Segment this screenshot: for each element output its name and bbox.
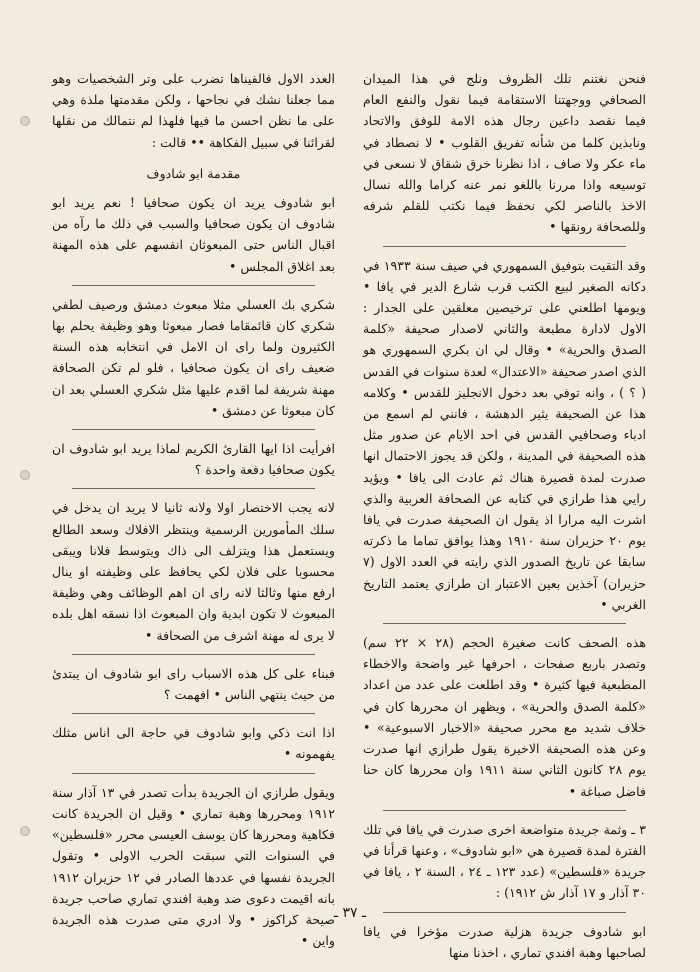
paragraph: ابو شادوف جريدة هزلية صدرت مؤخرا في يافا لصاحبها وهبة افندي تماري ، اخذنا منها	[363, 923, 646, 960]
page-number: ـ ٣٧ ـ	[333, 905, 367, 921]
section-heading: مقدمة ابو شادوف	[146, 165, 241, 181]
divider	[383, 623, 626, 624]
paragraph: فبناء على كل هذه الاسباب راى ابو شادوف ان يبتدئ من حيث ينتهي الناس • افهمت ؟	[52, 665, 335, 703]
divider	[383, 810, 626, 811]
divider	[72, 488, 315, 489]
binding-hole	[20, 116, 30, 126]
divider	[72, 285, 315, 286]
paragraph: لانه يجب الاختصار اولا ولانه ثانيا لا يريد ان يدخل في سلك المأمورين الرسمية وينتظر الافلاك وسعد الطالع ويستعمل هذا ويتزلف الى ذاك ويتوسط فلانا ويبقى محسوبا على فلان لكي يحافظ على وظيفته او ينال ارفع منها وثالثا لانه راى ان اهم الوظائف وهي وظيفة المبعوث لا تكون ابدية وان المبعوث اذا نسقه اهل بلده لا يرى له مهنة اشرف من الصحافة •	[52, 500, 335, 643]
binding-hole	[20, 470, 30, 480]
paragraph: ٣ ـ وثمة جريدة متواضعة اخرى صدرت في يافا في تلك الفترة لمدة قصيرة هي «ابو شادوف» ، وعنها قرأنا في جريدة «فلسطين» (عدد ١٢٣ ـ ٢٤ ، السنة ٢ ، يافا في ٣٠ آذار و ١٧ آذار ش ١٩١٢) :	[363, 821, 646, 901]
divider	[72, 773, 315, 774]
paragraph: اذا انت ذكي وابو شادوف في حاجة الى اناس مثلك يفهمونه •	[52, 725, 335, 762]
divider	[72, 654, 315, 655]
left-column	[52, 68, 335, 949]
divider	[72, 429, 315, 430]
paragraph: وقد التقيت بتوفيق السمهوري في صيف سنة ١٩٣٣ في دكانه الصغير لبيع الكتب قرب شارع الدير في يافا • ويومها اطلعني على ترخيصين معلقين على الجدار : الاول لادارة مطبعة والثاني لاصدار صحيفة «كلمة الصدق والحرية» • وقال لي ان بكري السمهوري هو الذي اصدر صحيفة «الاعتدال» لعدة سنوات في القدس ( ؟ ) ، وانه توفي بعد دخول الانجليز للقدس • وكلامه هذا عن الصحيفة يثير الدهشة ، فانني لم اسمع من ادباء وصحافيي القدس في احد الايام عن صدور مثل هذه الصحيفة في المدينة ، ولكن قد يجوز الاحتمال انها صدرت لمدة قصيرة هناك ثم عادت الى يافا • ويؤيد رايي هذا طرازي في كتابه عن الصحافة العربية والذي اشرت اليه مرارا اذ يقول ان الصحيفة صدرت في يافا يوم ٢٠ حزيران سنة ١٩١٠ وهذا يوافق تماما ما ذكرته سابقا عن تاريخ الصدور الذي رايته في العدد الاول (٧ حزيران) آخذين بعين الاعتبار ان طرازي يعتمد التاريخ الغربي •	[363, 257, 647, 612]
paragraph: افرأيت اذا ايها القارئ الكريم لماذا يريد ابو شادوف ان يكون صحافيا دفعة واحدة ؟	[52, 441, 335, 478]
right-column	[363, 68, 647, 960]
paragraph: العدد الاول فالفيناها تضرب على وتر الشخصيات وهو مما جعلنا نشك في نجاحها ، ولكن مقدمتها ملذة وهي على ما نظن احسن ما فيها فلهذا لم نتمالك من نقلها لقرائنا في سبيل الفكاهة •• قالت :	[52, 71, 335, 150]
paragraph: فنحن نغتنم تلك الظروف ونلج في هذا الميدان الصحافي ووجهتنا الاستقامة فيما نقول والنفع العام فيما نقصد داعين رجال هذه الامة للوفق والاتحاد ونابذين كلما من شأنه تفريق القلوب • لا نصطاد في ماء عكر ولا صاف ، اذا نظرنا خرق شقاق لا نسعى في توسيعه واذا مررنا باللغو نمر عنه كراما والله نسال الاخذ بالناصر لكي نحفظ فيما نكتب للقلم شرفه وللصحافة رونقها •	[363, 71, 646, 235]
paragraph: هذه الصحف كانت صغيرة الحجم (٢٨ × ٢٢ سم) وتصدر باربع صفحات ، احرفها غير واضحة والاخطاء المطبعية فيها كثيرة • وقد اطلعت على عدد من اعداد «كلمة الصدق والحرية» ، ويظهر ان محررها كان في خلاف شديد مع محرر صحيفة «الاخبار الاسبوعية» • وعن هذه الصحيفة الاخيرة يقول طرازي انها صدرت يوم ٢٨ كانون الثاني سنة ١٩١١ وان محررها كان حنا فاضل صباغة •	[363, 635, 647, 799]
binding-hole	[20, 826, 30, 836]
divider	[383, 246, 626, 247]
paragraph: ويقول طرازي ان الجريدة بدأت تصدر في ١٣ آذار سنة ١٩١٢ ومحررها وهبة تماري • وقيل ان الجريدة كانت فكاهية ومحررها كان يوسف العيسى محرر «فلسطين» في السنوات التي سبقت الحرب الاولى • وتقول الجريدة نفسها في عددها الصادر في ١٢ حزيران ١٩١٢ بانه اقيمت دعوى ضد وهبة افندي تماري صاحب جريدة صيحة كراكوز • ولا ادري متى صدرت هذه الجريدة واين •	[52, 784, 335, 949]
paragraph: ابو شادوف يريد ان يكون صحافيا ! نعم يريد ابو شادوف ان يكون صحافيا والسبب في ذلك ما رآه من اقبال الناس حتى المبعوثان انفسهم على هذه المهنة بعد اغلاق المجلس •	[52, 195, 335, 274]
divider	[72, 713, 315, 714]
paragraph: شكري بك العسلي مثلا مبعوث دمشق ورصيف لطفي شكري كان قائمقاما فصار مبعوثا وهو وظيفة يحلم بها الكثيرون ولما راى ان الامل في انتخابه هذه السنة ضعيف راى ان يكون صحافيا ، فلو لم تكن الصحافة مهنة شريفة لما اقدم عليها مثل شكري العسلي بعد ان كان مبعوثا عن دمشق •	[52, 296, 335, 418]
